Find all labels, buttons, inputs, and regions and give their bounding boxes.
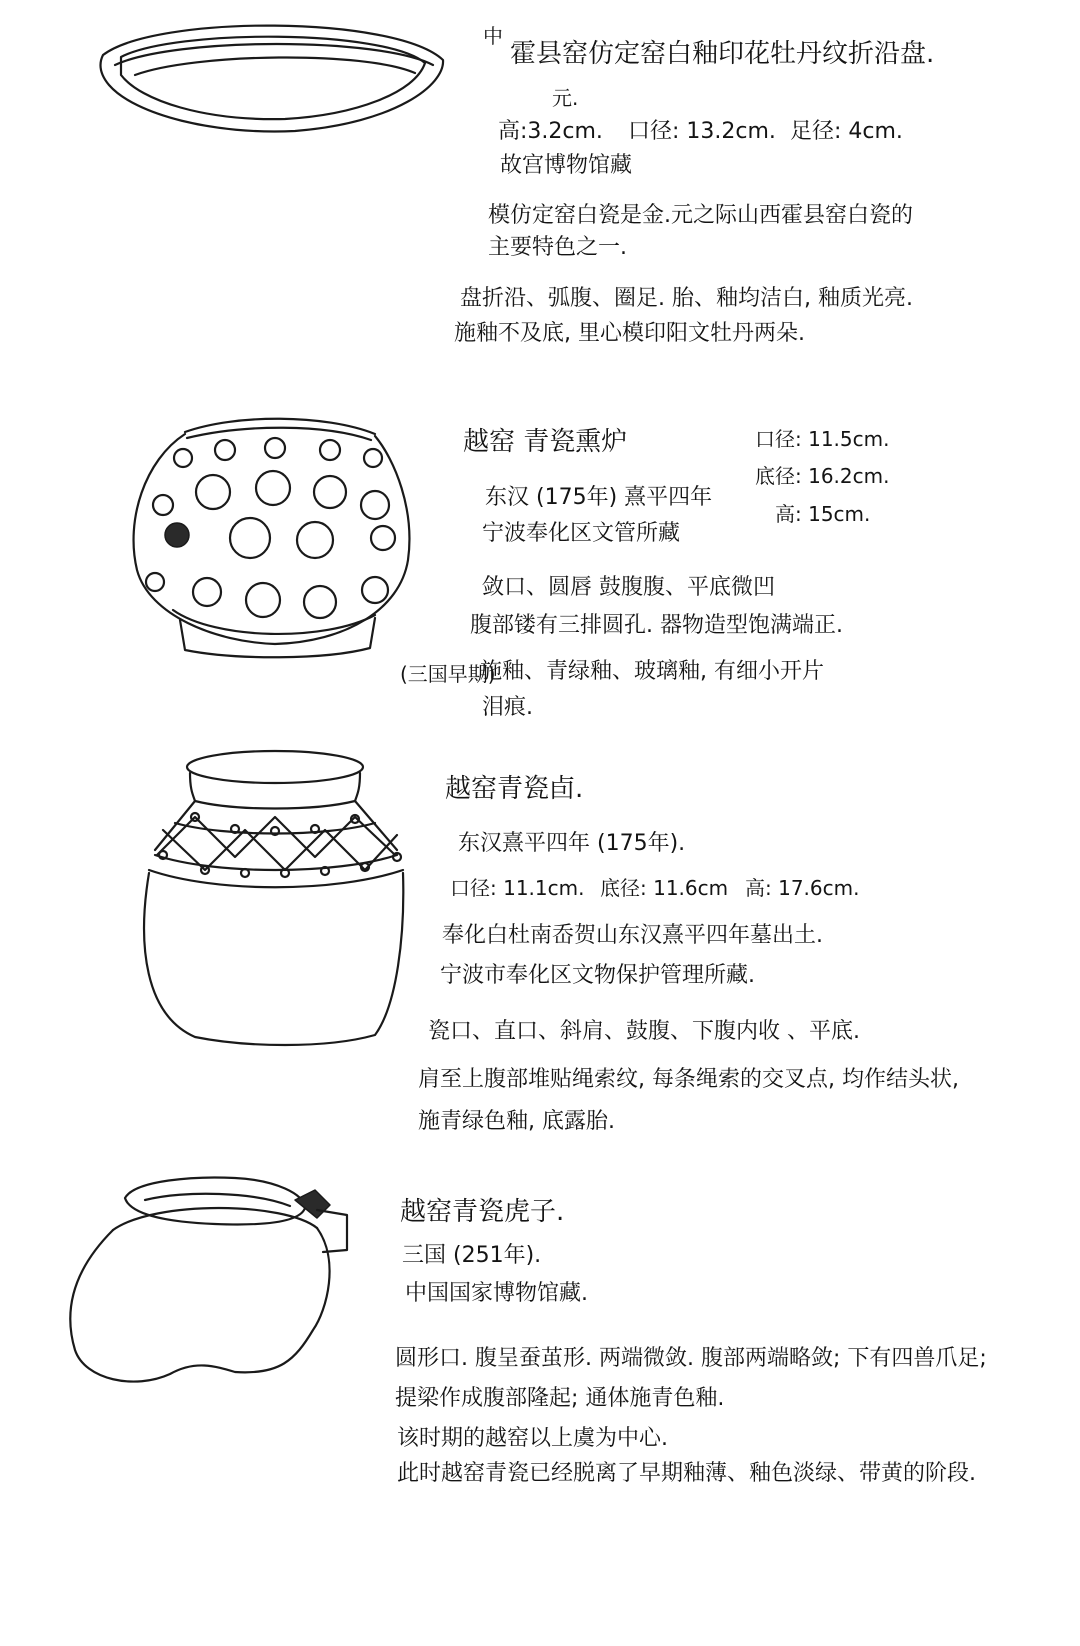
item-3-mouth: 口径: 11.1cm. bbox=[450, 876, 585, 900]
item-3-desc-1: 瓷口、直口、斜肩、鼓腹、下腹内收 、平底. bbox=[428, 1019, 860, 1044]
item-1-mark: 中 bbox=[483, 24, 503, 48]
item-1-dynasty: 元. bbox=[552, 86, 579, 110]
item-3-foot: 底径: 11.6cm bbox=[600, 876, 729, 900]
item-1-mouth: 口径: 13.2cm. bbox=[628, 119, 776, 144]
item-3-title: 越窑青瓷卣. bbox=[445, 774, 584, 804]
item-4-collection: 中国国家博物馆藏. bbox=[405, 1281, 588, 1306]
item-4-desc-1: 圆形口. 腹呈蚕茧形. 两端微敛. 腹部两端略敛; 下有四兽爪足; bbox=[395, 1346, 987, 1371]
item-1-title: 霍县窑仿定窑白釉印花牡丹纹折沿盘. bbox=[510, 39, 935, 69]
item-4-title: 越窑青瓷虎子. bbox=[400, 1197, 565, 1227]
item-1-height: 高:3.2cm. bbox=[498, 119, 603, 144]
item-2-height: 高: 15cm. bbox=[775, 502, 871, 526]
item-2-desc-1: 敛口、圆唇 鼓腹腹、平底微凹 bbox=[482, 575, 775, 600]
tiger-potty-sketch bbox=[65, 1160, 365, 1400]
jar-sketch bbox=[135, 745, 415, 1055]
item-1-desc-3: 盘折沿、弧腹、圈足. 胎、釉均洁白, 釉质光亮. bbox=[460, 286, 913, 311]
item-3-desc-3: 施青绿色釉, 底露胎. bbox=[418, 1109, 615, 1134]
item-2-foot: 底径: 16.2cm. bbox=[755, 464, 890, 488]
item-4-dynasty: 三国 (251年). bbox=[402, 1243, 542, 1268]
item-1-desc-2: 主要特色之一. bbox=[488, 235, 627, 260]
item-3-height: 高: 17.6cm. bbox=[745, 876, 860, 900]
item-3-dynasty: 东汉熹平四年 (175年). bbox=[458, 831, 686, 856]
item-1-desc-4: 施釉不及底, 里心模印阳文牡丹两朵. bbox=[454, 321, 805, 346]
item-2-desc-3: 施釉、青绿釉、玻璃釉, 有细小开片 bbox=[480, 659, 824, 684]
item-1-desc-1: 模仿定窑白瓷是金.元之际山西霍县窑白瓷的 bbox=[488, 203, 913, 228]
item-4-desc-4: 此时越窑青瓷已经脱离了早期釉薄、釉色淡绿、带黄的阶段. bbox=[397, 1461, 976, 1486]
item-2-desc-4: 泪痕. bbox=[482, 695, 533, 720]
item-1-collection: 故宫博物馆藏 bbox=[500, 153, 633, 178]
item-2-dynasty: 东汉 (175年) 熹平四年 bbox=[485, 485, 713, 510]
item-2-margin-note: (三国早期) bbox=[400, 662, 496, 686]
censer-sketch bbox=[125, 410, 420, 660]
item-1-foot: 足径: 4cm. bbox=[790, 119, 903, 144]
item-2-collection: 宁波奉化区文管所藏 bbox=[482, 521, 681, 546]
plate-sketch bbox=[95, 15, 455, 145]
item-3-desc-2: 肩至上腹部堆贴绳索纹, 每条绳索的交叉点, 均作结头状, bbox=[418, 1067, 959, 1092]
item-2-mouth: 口径: 11.5cm. bbox=[755, 427, 890, 451]
item-4-desc-2: 提梁作成腹部隆起; 通体施青色釉. bbox=[395, 1386, 725, 1411]
item-2-desc-2: 腹部镂有三排圆孔. 器物造型饱满端正. bbox=[470, 613, 843, 638]
item-3-collection: 宁波市奉化区文物保护管理所藏. bbox=[440, 963, 755, 988]
item-2-title: 越窑 青瓷熏炉 bbox=[463, 427, 628, 457]
item-3-origin: 奉化白杜南岙贺山东汉熹平四年墓出土. bbox=[442, 923, 823, 948]
item-4-desc-3: 该时期的越窑以上虞为中心. bbox=[397, 1426, 668, 1451]
